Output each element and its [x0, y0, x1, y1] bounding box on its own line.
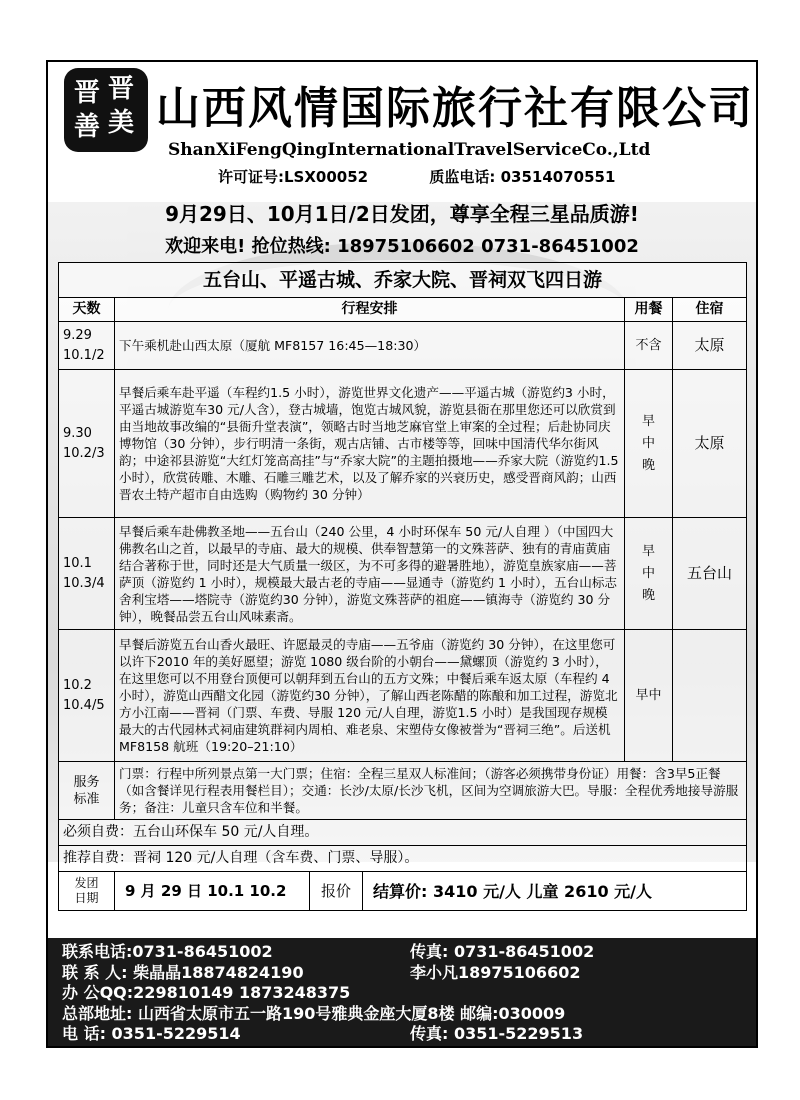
col-header-meals: 用餐 [625, 298, 673, 322]
hotel-cell: 太原 [673, 370, 747, 518]
col-header-hotel: 住宿 [673, 298, 747, 322]
day-date: 9.29 [63, 327, 92, 343]
header [48, 62, 756, 202]
day-cell [59, 370, 115, 518]
contact-person-2: 李小凡18975106602 [410, 962, 581, 982]
meal-cell: 早 中 晚 [625, 518, 673, 630]
day-cell [59, 630, 115, 762]
required-fee: 必须自费：五台山环保车 50 元/人自理。 [59, 820, 747, 846]
company-name-en: ShanXiFengQingInternationalTravelServiceCo.,Ltd [168, 140, 651, 160]
itinerary-table [58, 262, 747, 911]
day-cell [59, 518, 115, 630]
recommended-fee-row [59, 846, 747, 872]
tour-title: 五台山、平遥古城、乔家大院、晋祠双飞四日游 [59, 263, 747, 298]
service-text: 门票：行程中所列景点第一大门票；住宿：全程三星双人标准间；（游客必须携带身份证）用餐：含3早5正餐（如含餐详见行程表用餐栏目）；交通：长沙/太原/长沙飞机，区间为空调旅游大巴。导服：全程优秀地接导游服务；备注：儿童只含车位和半餐。 [115, 762, 747, 820]
license-line [218, 166, 671, 187]
price-subtable [115, 872, 746, 910]
license-number: 许可证号:LSX00052 [218, 168, 369, 186]
day-date-alt: 10.1/2 [63, 347, 105, 363]
hotel-cell: 太原 [673, 322, 747, 370]
logo-char: 善 [74, 112, 101, 142]
hotel-cell: 五台山 [673, 518, 747, 630]
day-date: 9.30 [63, 425, 92, 441]
service-label: 服务 标准 [59, 762, 115, 820]
hq-fax: 传真: 0351-5229513 [410, 1024, 584, 1044]
contact-fax: 传真: 0731-86451002 [410, 942, 595, 961]
hq-address: 总部地址: 山西省太原市五一路190号雅典金座大厦8楼 邮编:030009 [62, 1003, 566, 1023]
depart-label: 发团 日期 [59, 872, 115, 911]
table-row [59, 322, 747, 370]
hotel-cell [673, 630, 747, 762]
meal-cell: 早中 [625, 630, 673, 762]
price-value: 结算价: 3410 元/人 儿童 2610 元/人 [373, 881, 653, 901]
logo-char: 晋 [108, 74, 135, 104]
meal-cell: 早 中 晚 [625, 370, 673, 518]
service-row [59, 762, 747, 820]
table-row [59, 630, 747, 762]
schedule-cell: 早餐后游览五台山香火最旺、许愿最灵的寺庙——五爷庙（游览约 30 分钟），在这里您可以许下2010 年的美好愿望；游览 1080 级台阶的小朝台——黛螺顶（游览约 3 小时），在这里您可以不用登台顶便可以朝拜到五台山的五方文殊；中餐后乘车返太原（车程约 4 小时），游览山西醋文化园（游览约30 分钟），了解山西老陈醋的陈酿和加工过程，游览北方小江南——晋祠（门票、车费、导服 120 元/人自理，游览1.5 小时）是我国现存规模最大的古代园林式祠庙建筑群祠内周柏、难老泉、宋塑侍女像被誉为“晋祠三绝”。后送机 MF8158 航班（19:20–21:10） [115, 630, 625, 762]
meal-cell: 不含 [625, 322, 673, 370]
contact-tel: 联系电话:0731-86451002 [62, 942, 273, 961]
supervision-phone: 质监电话: 03514070551 [429, 168, 616, 186]
company-name: 山西风情国际旅行社有限公司 [156, 83, 754, 134]
price-row [59, 872, 747, 911]
brochure-page [46, 60, 758, 1048]
hotline: 欢迎来电! 抢位热线: 18975106602 0731-86451002 [165, 236, 639, 257]
contact-qq: 办 公QQ:229810149 1873248375 [62, 983, 351, 1003]
col-header-schedule: 行程安排 [115, 298, 625, 322]
day-cell [59, 322, 115, 370]
recommended-fee: 推荐自费：晋祠 120 元/人自理（含车费、门票、导服）。 [59, 846, 747, 872]
depart-dates: 9 月 29 日 10.1 10.2 [115, 872, 310, 910]
schedule-cell: 早餐后乘车赴平遥（车程约1.5 小时），游览世界文化遗产——平遥古城（游览约3 小时，平遥古城游览车30 元/人含），登古城墙，饱览古城风貌，游览县衙在那里您还可以欣赏到由当地故事改编的“县衙升堂表演”，领略古时当地芝麻官堂上审案的全过程；后赴协同庆博物馆（30 分钟），步行明清一条街，观古店铺、古市楼等等，回味中国清代华尔街风韵；中途祁县游览“大红灯笼高高挂”与“乔家大院”的主题拍摄地——乔家大院（游览约1.5 小时），欣赏砖雕、木雕、石雕三雕艺术，以及了解乔家的兴衰历史，感受晋商风韵；山西晋农土特产超市自由选购（购物约 30 分钟） [115, 370, 625, 518]
table-row [59, 370, 747, 518]
schedule-cell: 早餐后乘车赴佛教圣地——五台山（240 公里，4 小时环保车 50 元/人自理 ）（中国四大佛教名山之首，以最早的寺庙、最大的规模、供奉智慧第一的文殊菩萨、独有的青庙黄庙结合著称于世，同时还是大气质量一级区，为不可多得的避暑胜地），游览皇族家庙——菩萨顶（游览约 1 小时），规模最大最古老的寺庙——显通寺（游览约 1 小时），五台山标志舍利宝塔——塔院寺（游览约30 分钟），游览文殊菩萨的祖庭——镇海寺（游览约 30 分钟），晚餐品尝五台山风味素斋。 [115, 518, 625, 630]
contact-block [48, 938, 756, 1046]
logo-char: 晋 [74, 78, 101, 108]
price-cell [115, 872, 747, 911]
day-date-alt: 10.3/4 [63, 575, 105, 591]
logo [64, 68, 148, 152]
slogan: 9月29日、10月1日/2日发团，尊享全程三星品质游! [165, 202, 639, 226]
table-row [59, 518, 747, 630]
col-header-days: 天数 [59, 298, 115, 322]
price-label: 报价 [310, 872, 363, 910]
day-date: 10.2 [63, 677, 92, 693]
schedule-cell: 下午乘机赴山西太原（厦航 MF8157 16:45—18:30） [115, 322, 625, 370]
day-date-alt: 10.2/3 [63, 445, 105, 461]
required-fee-row [59, 820, 747, 846]
contact-person: 联 系 人: 柴晶晶18874824190 [62, 962, 304, 982]
logo-char: 美 [108, 108, 135, 138]
hq-tel: 电 话: 0351-5229514 [62, 1024, 241, 1044]
day-date: 10.1 [63, 555, 92, 571]
day-date-alt: 10.4/5 [63, 697, 105, 713]
